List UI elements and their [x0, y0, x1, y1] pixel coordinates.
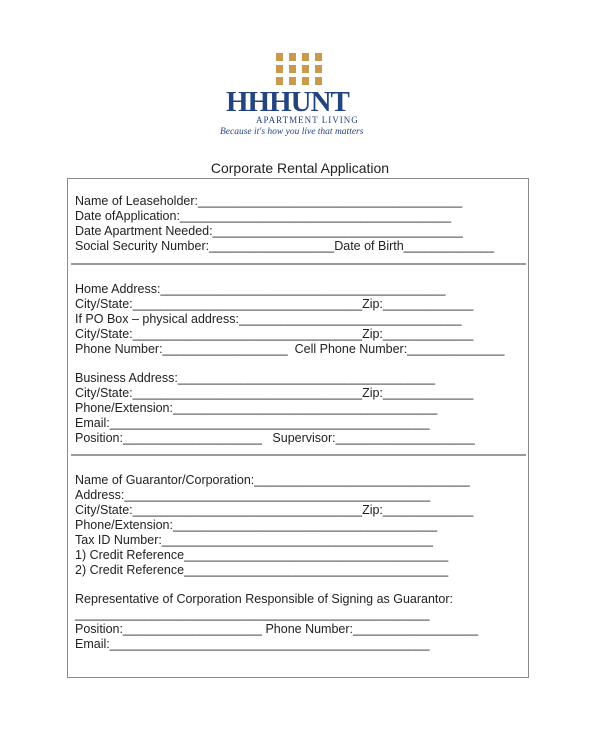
field-ssn-dob[interactable]: Social Security Number:__________________Date of Birth_____________ [75, 239, 495, 253]
application-form [67, 178, 529, 678]
guarantor-representative-label: Representative of Corporation Responsible of Signing as Guarantor: [75, 592, 453, 606]
field-credit-reference-1[interactable]: 1) Credit Reference______________________________________ [75, 548, 449, 562]
field-guarantor-name[interactable]: Name of Guarantor/Corporation:_______________________________ [75, 473, 470, 487]
field-business-email[interactable]: Email:______________________________________________ [75, 416, 430, 430]
field-physical-city-zip[interactable]: City/State:_________________________________Zip:_____________ [75, 327, 474, 341]
field-phone-numbers[interactable]: Phone Number:__________________ Cell Phone Number:______________ [75, 342, 505, 356]
brand-tagline-primary: APARTMENT LIVING [256, 115, 359, 125]
field-representative-position-phone[interactable]: Position:____________________ Phone Number:__________________ [75, 622, 479, 636]
field-business-phone[interactable]: Phone/Extension:______________________________________ [75, 401, 438, 415]
field-leaseholder-name[interactable]: Name of Leaseholder:______________________________________ [75, 194, 463, 208]
field-guarantor-city-zip[interactable]: City/State:_________________________________Zip:_____________ [75, 503, 474, 517]
field-tax-id[interactable]: Tax ID Number:_______________________________________ [75, 533, 433, 547]
field-home-address[interactable]: Home Address:_________________________________________ [75, 282, 446, 296]
field-credit-reference-2[interactable]: 2) Credit Reference______________________________________ [75, 563, 449, 577]
field-representative-name[interactable]: ___________________________________________________ [75, 607, 430, 621]
field-business-city-zip[interactable]: City/State:_________________________________Zip:_____________ [75, 386, 474, 400]
field-application-date[interactable]: Date ofApplication:_______________________________________ [75, 209, 452, 223]
field-representative-email[interactable]: Email:______________________________________________ [75, 637, 430, 651]
field-home-city-zip[interactable]: City/State:_________________________________Zip:_____________ [75, 297, 474, 311]
field-guarantor-phone[interactable]: Phone/Extension:______________________________________ [75, 518, 438, 532]
hhhunt-logo [0, 0, 600, 150]
section-divider [71, 263, 526, 265]
field-guarantor-address[interactable]: Address:____________________________________________ [75, 488, 431, 502]
field-business-address[interactable]: Business Address:_____________________________________ [75, 371, 436, 385]
field-position-supervisor[interactable]: Position:____________________ Supervisor:____________________ [75, 431, 475, 445]
field-physical-address[interactable]: If PO Box – physical address:________________________________ [75, 312, 462, 326]
brand-tagline-secondary: Because it's how you live that matters [220, 127, 364, 137]
field-date-needed[interactable]: Date Apartment Needed:____________________________________ [75, 224, 463, 238]
section-divider [71, 454, 526, 456]
brand-name: HHHUNT [226, 86, 349, 118]
form-title: Corporate Rental Application [210, 160, 390, 176]
